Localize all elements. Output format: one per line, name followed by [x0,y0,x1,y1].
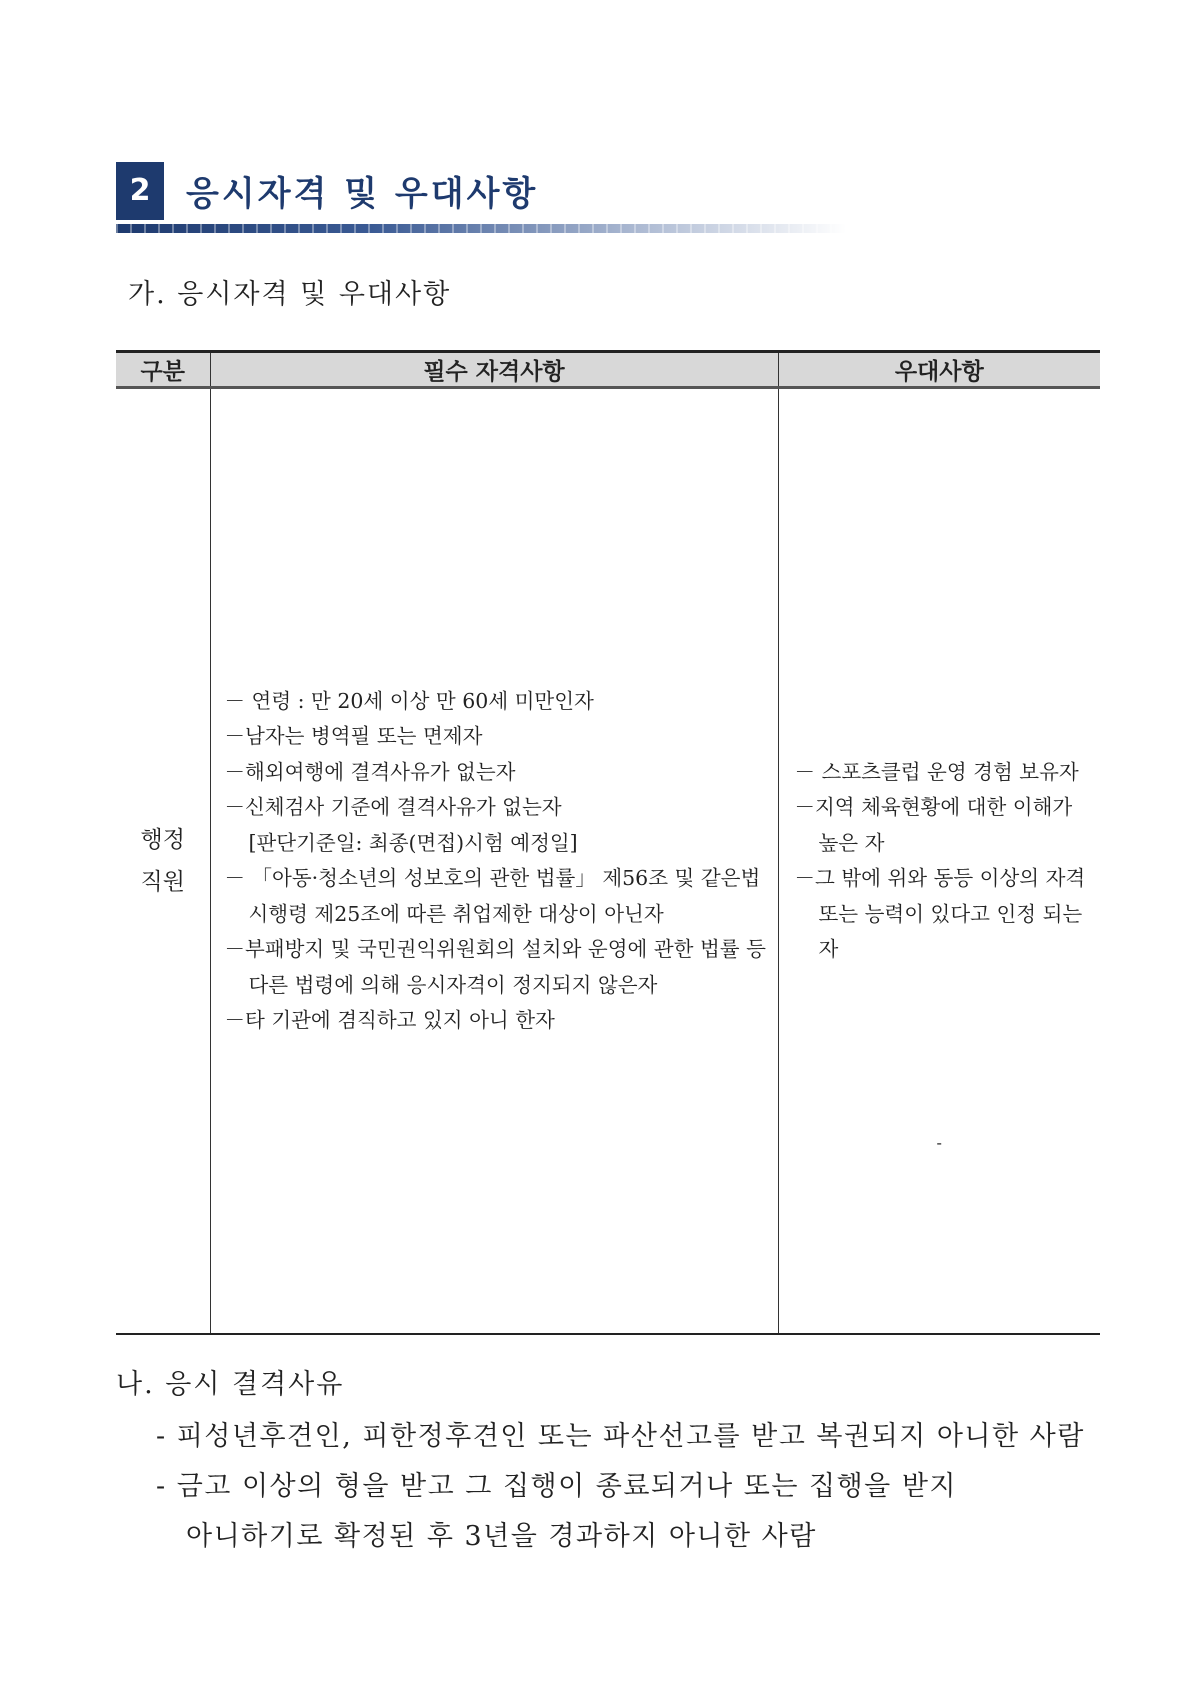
requirement-item: － 연령 : 만 20세 이상 만 60세 미만인자 [224,688,594,713]
disqualification-text: - 피성년후견인, 피한정후견인 또는 파산선고를 받고 복권되지 아니한 사람 [156,1421,1085,1452]
preferences-cell [778,388,1100,1335]
preferences-dash: - [936,1133,942,1152]
requirement-item: －남자는 병역필 또는 면제자 [224,724,483,748]
disqualification-list [156,1412,1096,1562]
category-cell [116,388,210,1335]
category-line: 직원 [140,869,185,895]
header-category: 구분 [116,352,210,388]
requirements-list [211,684,778,1039]
requirement-item: －부패방지 및 국민권익위원회의 설치와 운영에 관한 법률 등 다른 법령에 의해 응시자격이 정지되지 않은자 [224,937,766,997]
preferences-list [779,755,1101,968]
preference-item: －그 밖에 위와 동등 이상의 자격 또는 능력이 있다고 인정 되는자 [794,866,1086,961]
requirement-item: － 「아동·청소년의 성보호의 관한 법률」 제56조 및 같은법 시행령 제25조에 따른 취업제한 대상이 아닌자 [224,866,761,926]
category-line: 행정 [140,827,185,853]
section-number-badge: 2 [116,162,164,220]
disqualification-text-continued: 아니하기로 확정된 후 3년을 경과하지 아니한 사람 [186,1521,817,1552]
disqualification-item [156,1462,1096,1562]
table-header-row [116,352,1100,388]
table-row [116,388,1100,1335]
subsection-b-title: 나. 응시 결격사유 [116,1369,345,1400]
preference-item: －지역 체육현황에 대한 이해가 높은 자 [794,795,1073,855]
requirement-item: －해외여행에 결격사유가 없는자 [224,759,516,784]
disqualification-text: - 금고 이상의 형을 받고 그 집행이 종료되거나 또는 집행을 받지 [156,1471,957,1502]
header-preferences: 우대사항 [778,352,1100,388]
section-header [116,162,1016,220]
subsection-a-title: 가. 응시자격 및 우대사항 [128,279,452,310]
preference-item: － 스포츠클럽 운영 경험 보유자 [794,759,1079,784]
disqualification-item [156,1412,1096,1462]
requirements-cell [210,388,778,1335]
requirement-item: －타 기관에 겸직하고 있지 아니 한자 [224,1008,555,1032]
qualification-table [116,350,1100,1335]
requirement-item: －신체검사 기준에 결격사유가 없는자 [224,795,562,819]
requirement-note: [판단기준일: 최종(면접)시험 예정일] [248,830,578,855]
section-underline-bar [116,224,846,233]
section-title: 응시자격 및 우대사항 [186,174,539,214]
header-requirements: 필수 자격사항 [210,352,778,388]
